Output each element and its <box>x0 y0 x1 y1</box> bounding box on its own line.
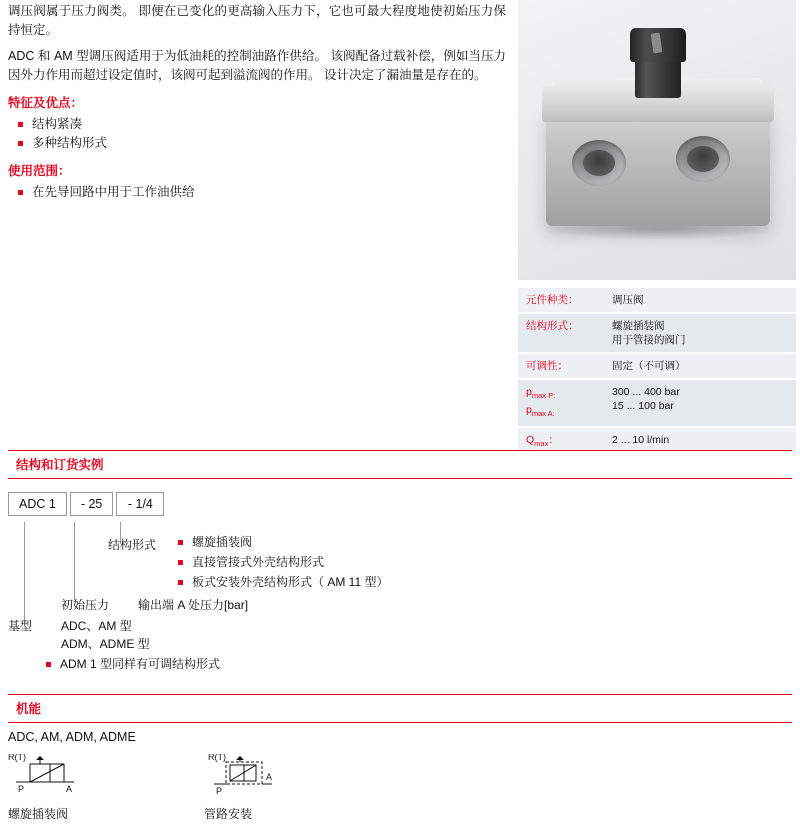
valve-port-left-bore <box>583 150 615 176</box>
table-row <box>518 353 796 379</box>
spec-value-line: 用于管接的阀门 <box>612 334 686 346</box>
valve-port-left <box>572 140 626 186</box>
usage-heading: 使用范围： <box>8 164 71 178</box>
ordering-note-list <box>46 654 220 674</box>
spec-key: 结构形式： <box>518 313 604 353</box>
spec-key <box>518 379 604 427</box>
product-photo-illustration <box>518 0 796 280</box>
list-item: 在先导回路中用于工作油供给 <box>16 183 506 202</box>
label-output-pressure: 输出端 A 处压力[bar] <box>138 598 249 612</box>
function-symbol-pipe-mount <box>204 754 324 822</box>
function-types-line: ADC, AM, ADM, ADME <box>8 730 136 744</box>
port-label-left: P <box>18 784 25 794</box>
spec-value <box>604 313 796 353</box>
spec-value-line: 15 ... 100 bar <box>612 400 674 412</box>
hydraulic-symbol-icon <box>204 754 324 796</box>
spec-value-line: 螺旋插装阀 <box>612 320 665 332</box>
section-header-structure: 结构和订货实例 <box>8 450 792 479</box>
function-symbols-area <box>8 730 792 821</box>
intro-paragraph-1: 调压阀属于压力阀类。 即便在已变化的更高输入压力下，它也可最大程度地使初始压力保持恒定。 <box>8 4 506 37</box>
spec-key-tail: ： <box>548 434 559 447</box>
list-item: 直接管接式外壳结构形式 <box>178 552 388 572</box>
valve-port-right-bore <box>687 146 719 172</box>
spec-value: 固定（不可调） <box>604 353 796 379</box>
structure-options-list <box>178 532 388 592</box>
valve-port-right <box>676 136 730 182</box>
label-initial-pressure: 初始压力 <box>61 598 110 612</box>
leader-line-initial-pressure <box>74 522 75 600</box>
list-item: ADM 1 型同样有可调结构形式 <box>46 654 220 674</box>
valve-adjust-stem <box>635 56 681 98</box>
label-base-type: 基型 <box>8 619 33 633</box>
spec-key-subscript: max <box>534 439 549 449</box>
spec-key-subscript: max P: <box>531 391 556 401</box>
ordering-code-diagram <box>8 492 792 682</box>
intro-paragraph-2: ADC 和 AM 型调压阀适用于为低油耗的控制油路作供给。 该阀配备过载补偿，例如当压力因外力作用而超过设定值时，该阀可起到溢流阀的作用。 设计决定了漏油量是存在的。 <box>8 49 506 82</box>
spec-value: 调压阀 <box>604 288 796 313</box>
spec-key-symbol: p <box>526 386 532 398</box>
spec-value-line: 300 ... 400 bar <box>612 386 680 398</box>
hydraulic-symbol-icon <box>8 754 128 796</box>
table-row <box>518 379 796 427</box>
spec-value <box>604 379 796 427</box>
spec-key-subscript: max A: <box>531 409 555 419</box>
label-structure-form: 结构形式 <box>108 538 157 552</box>
code-box-base: ADC 1 <box>8 492 67 516</box>
port-label-right: A <box>266 772 273 782</box>
function-symbol-caption: 管路安装 <box>204 807 253 821</box>
spec-key-symbol: Q <box>526 434 535 447</box>
port-label-right: A <box>66 784 73 794</box>
port-label-top: R(T) <box>8 754 26 762</box>
spec-key-symbol: p <box>526 404 532 417</box>
function-symbol-screw-in <box>8 754 128 822</box>
table-row <box>518 288 796 313</box>
ordering-code-boxes <box>8 492 167 516</box>
code-box-structure: - 1/4 <box>116 492 164 516</box>
table-row <box>518 313 796 353</box>
spec-key: 可调性： <box>518 353 604 379</box>
list-item: 多种结构形式 <box>16 134 506 153</box>
leader-line-base <box>24 522 25 622</box>
spec-key: 元件种类： <box>518 288 604 313</box>
list-item: 结构紧凑 <box>16 115 506 134</box>
features-heading: 特征及优点： <box>8 96 84 110</box>
label-base-value-2: ADM、ADME 型 <box>61 637 150 651</box>
spec-value: 2 ... 10 l/min <box>604 427 796 457</box>
port-label-left: P <box>216 786 223 796</box>
features-list <box>8 115 506 153</box>
function-symbol-caption: 螺旋插装阀 <box>8 807 69 821</box>
code-box-pressure: - 25 <box>70 492 114 516</box>
list-item: 板式安装外壳结构形式（ AM 11 型） <box>178 572 388 592</box>
port-label-top: R(T) <box>208 754 226 762</box>
list-item: 螺旋插装阀 <box>178 532 388 552</box>
specification-table <box>518 288 796 458</box>
product-photo <box>518 0 796 280</box>
intro-text-column <box>8 2 506 202</box>
section-header-function: 机能 <box>8 694 792 723</box>
label-base-value-1: ADC、AM 型 <box>61 619 132 633</box>
usage-list <box>8 183 506 202</box>
